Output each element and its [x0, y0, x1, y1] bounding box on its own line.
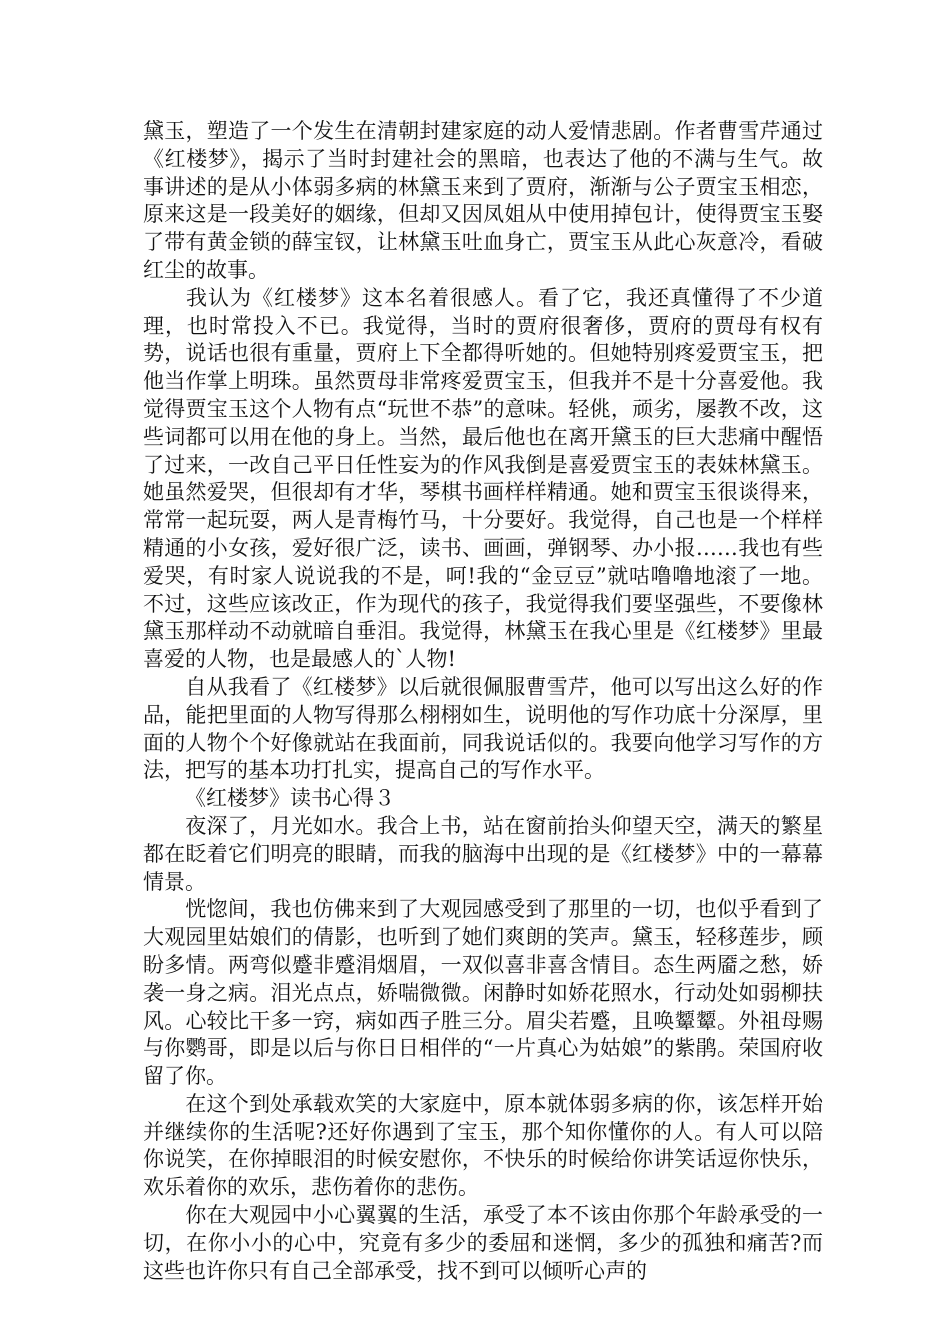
paragraph-7: 你在大观园中小心翼翼的生活，承受了本不该由你那个年龄承受的一切，在你小小的心中，究竟有多少的委屈和迷惘，多少的孤独和痛苦?而这些也许你只有自己全部承受，找不到可以倾听心声的	[143, 1203, 823, 1283]
section-heading: 《红楼梦》读书心得３	[185, 786, 395, 811]
paragraph-1: 黛玉，塑造了一个发生在清朝封建家庭的动人爱情悲剧。作者曹雪芹通过《红楼梦》，揭示了当时封建社会的黑暗，也表达了他的不满与生气。故事讲述的是从小体弱多病的林黛玉来到了贾府，渐渐与公子贾宝玉相恋，原来这是一段美好的姻缘，但却又因凤姐从中使用掉包计，使得贾宝玉娶了带有黄金锁的薛宝钗，让林黛玉吐血身亡，贾宝玉从此心灰意冷，看破红尘的故事。	[143, 119, 823, 282]
paragraph-4: 夜深了，月光如水。我合上书，站在窗前抬头仰望天空，满天的繁星都在眨着它们明亮的眼睛，而我的脑海中出现的是《红楼梦》中的一幕幕情景。	[143, 813, 823, 894]
paragraph-3: 自从我看了《红楼梦》以后就很佩服曹雪芹，他可以写出这么好的作品，能把里面的人物写得那么栩栩如生，说明他的写作功底十分深厚，里面的人物个个好像就站在我面前，同我说话似的。我要向他学习写作的方法，把写的基本功打扎实，提高自己的写作水平。	[143, 674, 823, 783]
paragraph-2: 我认为《红楼梦》这本名着很感人。看了它，我还真懂得了不少道理，也时常投入不已。我觉得，当时的贾府很奢侈，贾府的贾母有权有势，说话也很有重量，贾府上下全都得听她的。但她特别疼爱贾宝玉，把他当作掌上明珠。虽然贾母非常疼爱贾宝玉，但我并不是十分喜爱他。我觉得贾宝玉这个人物有点“玩世不恭”的意味。轻佻，顽劣，屡教不改，这些词都可以用在他的身上。当然，最后他也在离开黛玉的巨大悲痛中醒悟了过来，一改自己平日任性妄为的作风我倒是喜爱贾宝玉的表妹林黛玉。她虽然爱哭，但很却有才华，琴棋书画样样精通。她和贾宝玉很谈得来，常常一起玩耍，两人是青梅竹马，十分要好。我觉得，自己也是一个样样精通的小女孩，爱好很广泛，读书、画画，弹钢琴、办小报……我也有些爱哭，有时家人说说我的不是，呵!我的“金豆豆”就咕噜噜地滚了一地。不过，这些应该改正，作为现代的孩子，我觉得我们要坚强些，不要像林黛玉那样动不动就暗自垂泪。我觉得，林黛玉在我心里是《红楼梦》里最喜爱的人物，也是最感人的`人物!	[143, 285, 823, 672]
paragraph-6: 在这个到处承载欢笑的大家庭中，原本就体弱多病的你，该怎样开始并继续你的生活呢?还好你遇到了宝玉，那个知你懂你的人。有人可以陪你说笑，在你掉眼泪的时候安慰你，不快乐的时候给你讲笑话逗你快乐，欢乐着你的欢乐，悲伤着你的悲伤。	[143, 1091, 823, 1200]
document-page	[143, 118, 823, 1285]
paragraph-5: 恍惚间，我也仿佛来到了大观园感受到了那里的一切，也似乎看到了大观园里姑娘们的倩影，也听到了她们爽朗的笑声。黛玉，轻移莲步，顾盼多情。两弯似蹙非蹙涓烟眉，一双似喜非喜含情目。态生两靥之愁，娇袭一身之病。泪光点点，娇喘微微。闲静时如娇花照水，行动处如弱柳扶风。心较比干多一窍，病如西子胜三分。眉尖若蹙，且唤颦颦。外祖母赐与你鹦哥，即是以后与你日日相伴的“一片真心为姑娘”的紫鹃。荣国府收留了你。	[143, 897, 823, 1089]
